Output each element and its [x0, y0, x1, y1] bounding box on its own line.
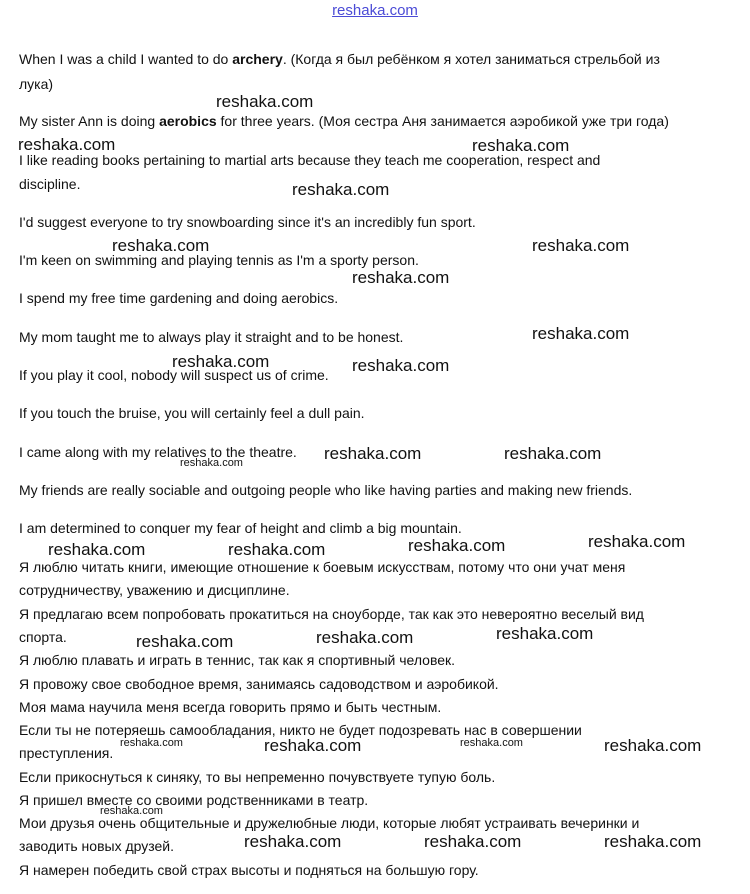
watermark: reshaka.com — [100, 805, 163, 817]
watermark: reshaka.com — [136, 632, 234, 651]
text-line: Если ты не потеряешь самообладания, никто не будет подозревать нас в совершении — [19, 722, 582, 738]
watermark: reshaka.com — [352, 356, 450, 375]
watermark: reshaka.com — [588, 532, 686, 551]
text-line: I spend my free time gardening and doing aerobics. — [19, 290, 339, 306]
text-line: My friends are really sociable and outgoing people who like having parties and making new friends. — [19, 482, 633, 498]
watermark: reshaka.com — [604, 832, 702, 851]
watermark: reshaka.com — [180, 457, 243, 469]
text-line: Моя мама научила меня всегда говорить прямо и быть честным. — [19, 699, 442, 715]
text-line: Мои друзья очень общительные и дружелюбные люди, которые любят устраивать вечеринки и — [19, 815, 640, 831]
watermark: reshaka.com — [264, 736, 362, 755]
watermark: reshaka.com — [496, 624, 594, 643]
watermark: reshaka.com — [112, 236, 210, 255]
watermark: reshaka.com — [324, 444, 422, 463]
watermark: reshaka.com — [172, 352, 270, 371]
text-line: преступления. — [19, 745, 114, 761]
watermark: reshaka.com — [18, 135, 116, 154]
watermark: reshaka.com — [216, 92, 314, 111]
text-line: I came along with my relatives to the theatre. — [19, 444, 297, 460]
text-line: I am determined to conquer my fear of height and climb a big mountain. — [19, 520, 462, 536]
text-line: Я намерен победить свой страх высоты и подняться на большую гору. — [19, 862, 479, 878]
text-line: Я предлагаю всем попробовать прокатиться на сноуборде, так как это невероятно веселый вид — [19, 606, 644, 622]
text-line: сотрудничеству, уважению и дисциплине. — [19, 582, 290, 598]
text-line: I'm keen on swimming and playing tennis as I'm a sporty person. — [19, 252, 419, 268]
watermark: reshaka.com — [504, 444, 602, 463]
text-line: I'd suggest everyone to try snowboarding since it's an incredibly fun sport. — [19, 214, 476, 230]
watermark: reshaka.com — [472, 136, 570, 155]
text-line: спорта. — [19, 629, 67, 645]
watermark: reshaka.com — [244, 832, 342, 851]
watermark: reshaka.com — [228, 540, 326, 559]
watermark: reshaka.com — [532, 236, 630, 255]
text-line: заводить новых друзей. — [19, 838, 175, 854]
text-line: If you play it cool, nobody will suspect us of crime. — [19, 367, 329, 383]
text-line: My sister Ann is doing aerobics for three years. (Моя сестра Аня занимается аэробикой уже три года) — [19, 113, 669, 129]
watermark: reshaka.com — [604, 736, 702, 755]
text-line: I like reading books pertaining to martial arts because they teach me cooperation, respect and — [19, 152, 601, 168]
text-line: My mom taught me to always play it straight and to be honest. — [19, 329, 404, 345]
watermark: reshaka.com — [424, 832, 522, 851]
text-line: Я провожу свое свободное время, занимаясь садоводством и аэробикой. — [19, 676, 499, 692]
text-line: Я люблю плавать и играть в теннис, так как я спортивный человек. — [19, 652, 456, 668]
watermark: reshaka.com — [408, 536, 506, 555]
text-line: лука) — [19, 76, 54, 92]
watermark: reshaka.com — [292, 180, 390, 199]
header-watermark: reshaka.com — [332, 2, 418, 19]
text-line: discipline. — [19, 176, 81, 192]
watermark: reshaka.com — [460, 737, 523, 749]
watermark: reshaka.com — [352, 268, 450, 287]
watermark: reshaka.com — [532, 324, 630, 343]
watermark: reshaka.com — [316, 628, 414, 647]
text-line: When I was a child I wanted to do archery. (Когда я был ребёнком я хотел заниматься стрельбой из — [19, 51, 660, 67]
watermark: reshaka.com — [120, 737, 183, 749]
text-line: Если прикоснуться к синяку, то вы непременно почувствуете тупую боль. — [19, 769, 496, 785]
text-line: Я люблю читать книги, имеющие отношение к боевым искусствам, потому что они учат меня — [19, 559, 626, 575]
text-line: Я пришел вместе со своими родственниками в театр. — [19, 792, 369, 808]
watermark: reshaka.com — [48, 540, 146, 559]
text-line: If you touch the bruise, you will certainly feel a dull pain. — [19, 405, 365, 421]
